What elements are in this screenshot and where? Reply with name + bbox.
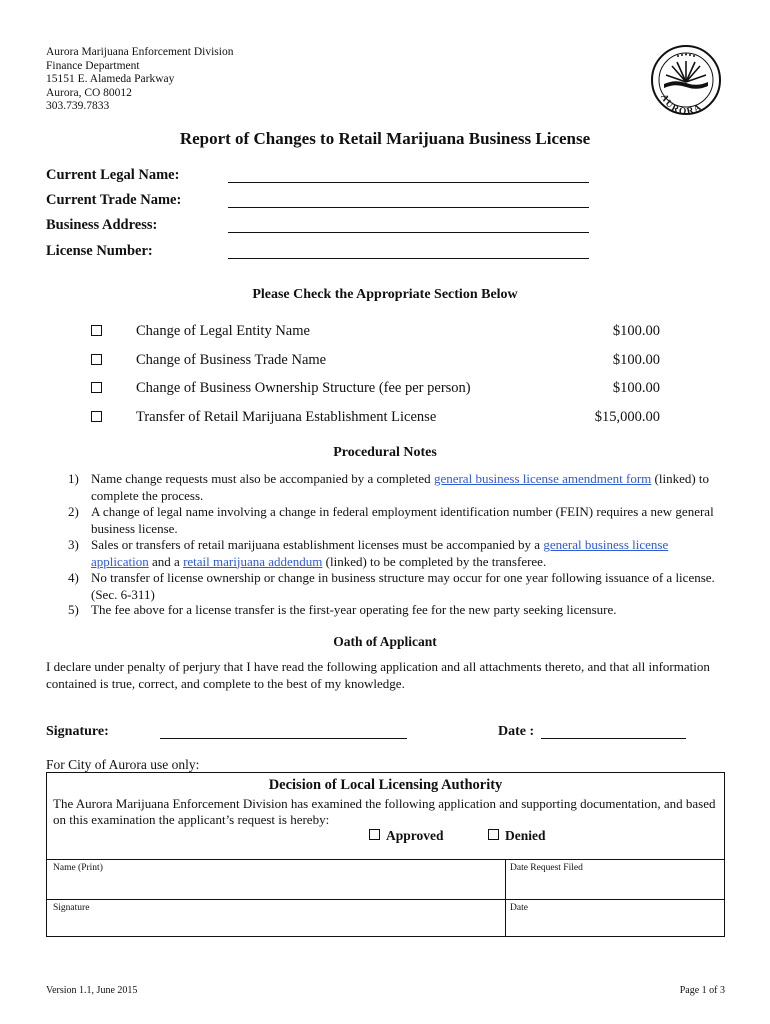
divider xyxy=(47,899,724,900)
address-line: Aurora, CO 80012 xyxy=(46,86,132,99)
decision-box xyxy=(46,772,725,937)
divider xyxy=(505,859,506,936)
signature-field[interactable] xyxy=(160,738,407,739)
option-price: $100.00 xyxy=(612,352,660,368)
aurora-seal-logo xyxy=(650,44,722,116)
denied-checkbox[interactable] xyxy=(488,829,499,840)
checkbox-business-trade-name[interactable] xyxy=(91,354,102,365)
oath-text: I declare under penalty of perjury that I have read the following application and all attachments thereto, and that all information contained is true, correct, and complete to the best of my knowledge. xyxy=(46,659,710,691)
denied-option[interactable]: Denied xyxy=(488,828,546,844)
approved-checkbox[interactable] xyxy=(369,829,380,840)
decision-text: The Aurora Marijuana Enforcement Division has examined the following application and supporting documentation, and based on this examination the applicant’s request is hereby: xyxy=(53,796,716,827)
notes-heading: Procedural Notes xyxy=(333,445,437,460)
decision-title: Decision of Local Licensing Authority xyxy=(268,777,503,793)
option-price: $100.00 xyxy=(612,323,660,339)
business-address-field[interactable] xyxy=(228,232,589,233)
address-line: Finance Department xyxy=(46,59,140,72)
city-use-label: For City of Aurora use only: xyxy=(46,757,200,772)
page-number: Page 1 of 3 xyxy=(679,985,725,996)
options-heading: Please Check the Appropriate Section Below xyxy=(252,287,518,302)
approved-option[interactable]: Approved xyxy=(369,828,444,844)
authority-date-cell[interactable]: Date xyxy=(510,903,528,913)
address-line: 15151 E. Alameda Parkway xyxy=(46,73,175,85)
checkbox-ownership-structure[interactable] xyxy=(91,382,102,393)
seal-text: AURORA xyxy=(658,92,705,116)
license-number-label: License Number: xyxy=(46,243,153,259)
business-address-label: Business Address: xyxy=(46,217,158,233)
license-application-link[interactable]: general business license application xyxy=(91,537,669,569)
legal-name-field[interactable] xyxy=(228,182,589,183)
option-label: Change of Business Trade Name xyxy=(136,352,327,368)
date-filed-cell[interactable]: Date Request Filed xyxy=(510,863,583,873)
signature-label: Signature: xyxy=(46,724,109,739)
option-price: $15,000.00 xyxy=(594,409,660,425)
agency-address xyxy=(46,46,233,114)
page-title: Report of Changes to Retail Marijuana Business License xyxy=(179,129,591,148)
version-footer: Version 1.1, June 2015 xyxy=(46,985,138,996)
option-label: Change of Business Ownership Structure (fee per person) xyxy=(136,380,471,396)
trade-name-field[interactable] xyxy=(228,207,589,208)
option-label: Change of Legal Entity Name xyxy=(136,323,310,339)
date-label: Date : xyxy=(498,724,535,739)
checkbox-license-transfer[interactable] xyxy=(91,411,102,422)
marijuana-addendum-link[interactable]: retail marijuana addendum xyxy=(183,553,323,569)
license-number-field[interactable] xyxy=(228,258,589,259)
address-line: 303.739.7833 xyxy=(46,100,110,112)
amendment-form-link[interactable]: general business license amendment form xyxy=(433,471,652,486)
date-field[interactable] xyxy=(541,738,686,739)
name-print-cell[interactable]: Name (Print) xyxy=(53,863,103,873)
address-line: Aurora Marijuana Enforcement Division xyxy=(46,46,234,58)
oath-heading: Oath of Applicant xyxy=(333,634,437,649)
checkbox-legal-entity-name[interactable] xyxy=(91,325,102,336)
option-label: Transfer of Retail Marijuana Establishment License xyxy=(136,409,437,425)
legal-name-label: Current Legal Name: xyxy=(46,167,180,183)
authority-signature-cell[interactable]: Signature xyxy=(53,903,90,913)
trade-name-label: Current Trade Name: xyxy=(46,192,182,208)
divider xyxy=(47,859,724,860)
option-price: $100.00 xyxy=(612,380,660,396)
